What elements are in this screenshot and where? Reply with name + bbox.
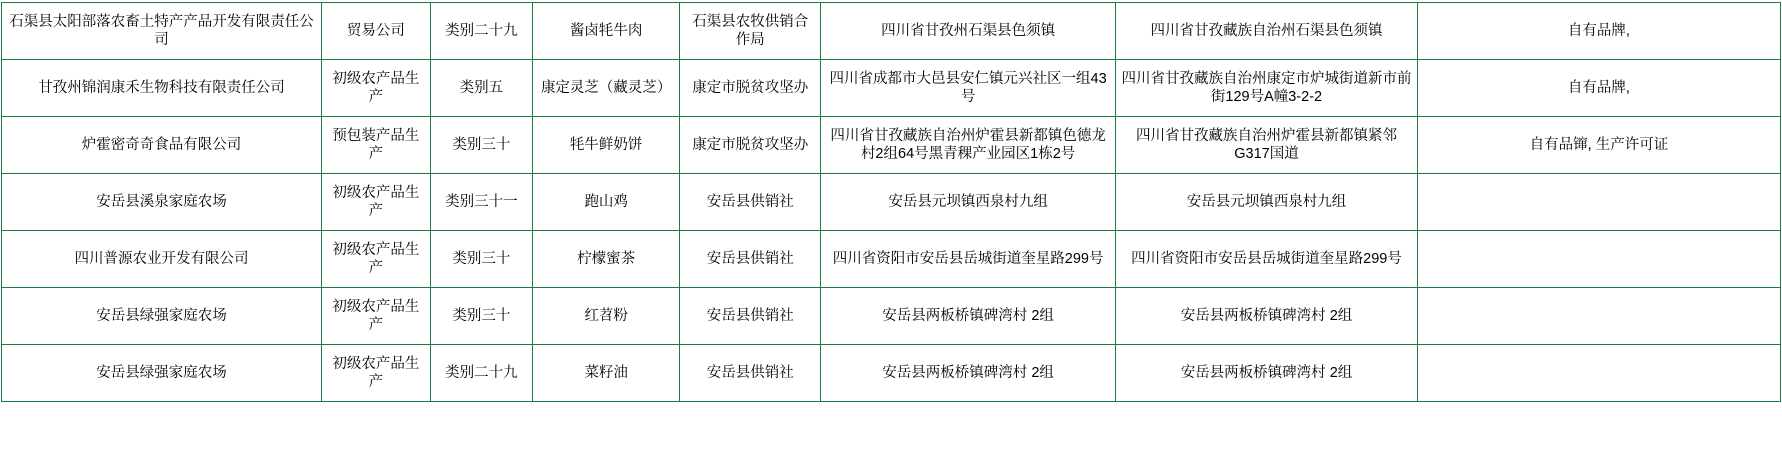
cell-address1: 四川省成都市大邑县安仁镇元兴社区一组43号 — [821, 60, 1116, 117]
cell-company: 甘孜州锦润康禾生物科技有限责任公司 — [2, 60, 322, 117]
cell-product: 牦牛鲜奶饼 — [532, 117, 679, 174]
cell-address1: 四川省甘孜州石渠县色须镇 — [821, 3, 1116, 60]
cell-note — [1417, 288, 1780, 345]
table-row[interactable] — [2, 117, 1781, 174]
table-row[interactable] — [2, 231, 1781, 288]
cell-note: 自有品牌, — [1417, 60, 1780, 117]
cell-org: 康定市脱贫攻坚办 — [680, 117, 821, 174]
cell-note — [1417, 174, 1780, 231]
cell-note: 自有品牌, — [1417, 3, 1780, 60]
table-body — [2, 3, 1781, 402]
cell-category: 类别二十九 — [430, 345, 532, 402]
cell-type: 初级农产品生产 — [321, 174, 430, 231]
table-row[interactable] — [2, 288, 1781, 345]
cell-address2: 安岳县元坝镇西泉村九组 — [1116, 174, 1418, 231]
cell-address1: 四川省资阳市安岳县岳城街道奎星路299号 — [821, 231, 1116, 288]
cell-org: 安岳县供销社 — [680, 345, 821, 402]
table-row[interactable] — [2, 174, 1781, 231]
cell-address1: 安岳县两板桥镇碑湾村 2组 — [821, 288, 1116, 345]
cell-company: 炉霍密奇奇食品有限公司 — [2, 117, 322, 174]
cell-category: 类别二十九 — [430, 3, 532, 60]
cell-product: 跑山鸡 — [532, 174, 679, 231]
cell-address2: 安岳县两板桥镇碑湾村 2组 — [1116, 345, 1418, 402]
cell-address1: 安岳县两板桥镇碑湾村 2组 — [821, 345, 1116, 402]
spreadsheet-area — [0, 2, 1782, 402]
cell-company: 安岳县绿强家庭农场 — [2, 288, 322, 345]
cell-address1: 四川省甘孜藏族自治州炉霍县新都镇色德龙村2组64号黑青稞产业园区1栋2号 — [821, 117, 1116, 174]
cell-note — [1417, 345, 1780, 402]
cell-company: 石渠县太阳部落农畜土特产产品开发有限责任公司 — [2, 3, 322, 60]
cell-type: 初级农产品生产 — [321, 288, 430, 345]
cell-address1: 安岳县元坝镇西泉村九组 — [821, 174, 1116, 231]
cell-type: 贸易公司 — [321, 3, 430, 60]
cell-company: 安岳县溪泉家庭农场 — [2, 174, 322, 231]
cell-category: 类别五 — [430, 60, 532, 117]
cell-address2: 安岳县两板桥镇碑湾村 2组 — [1116, 288, 1418, 345]
cell-org: 安岳县供销社 — [680, 174, 821, 231]
cell-product: 红苕粉 — [532, 288, 679, 345]
product-registry-table — [1, 2, 1781, 402]
cell-address2: 四川省甘孜藏族自治州康定市炉城街道新市前街129号A幢3-2-2 — [1116, 60, 1418, 117]
cell-address2: 四川省甘孜藏族自治州石渠县色须镇 — [1116, 3, 1418, 60]
cell-address2: 四川省资阳市安岳县岳城街道奎星路299号 — [1116, 231, 1418, 288]
cell-org: 安岳县供销社 — [680, 231, 821, 288]
cell-type: 初级农产品生产 — [321, 345, 430, 402]
cell-company: 安岳县绿强家庭农场 — [2, 345, 322, 402]
table-row[interactable] — [2, 60, 1781, 117]
cell-product: 柠檬蜜茶 — [532, 231, 679, 288]
cell-type: 预包装产品生产 — [321, 117, 430, 174]
cell-note: 自有品镩, 生产许可证 — [1417, 117, 1780, 174]
cell-note — [1417, 231, 1780, 288]
cell-company: 四川普源农业开发有限公司 — [2, 231, 322, 288]
cell-category: 类别三十 — [430, 288, 532, 345]
table-row[interactable] — [2, 345, 1781, 402]
cell-type: 初级农产品生产 — [321, 231, 430, 288]
cell-product: 菜籽油 — [532, 345, 679, 402]
cell-product: 酱卤牦牛肉 — [532, 3, 679, 60]
cell-category: 类别三十 — [430, 231, 532, 288]
cell-org: 安岳县供销社 — [680, 288, 821, 345]
cell-product: 康定灵芝（藏灵芝） — [532, 60, 679, 117]
cell-org: 康定市脱贫攻坚办 — [680, 60, 821, 117]
cell-address2: 四川省甘孜藏族自治州炉霍县新都镇紧邻G317国道 — [1116, 117, 1418, 174]
table-row[interactable] — [2, 3, 1781, 60]
cell-category: 类别三十 — [430, 117, 532, 174]
cell-org: 石渠县农牧供销合作局 — [680, 3, 821, 60]
cell-type: 初级农产品生产 — [321, 60, 430, 117]
cell-category: 类别三十一 — [430, 174, 532, 231]
